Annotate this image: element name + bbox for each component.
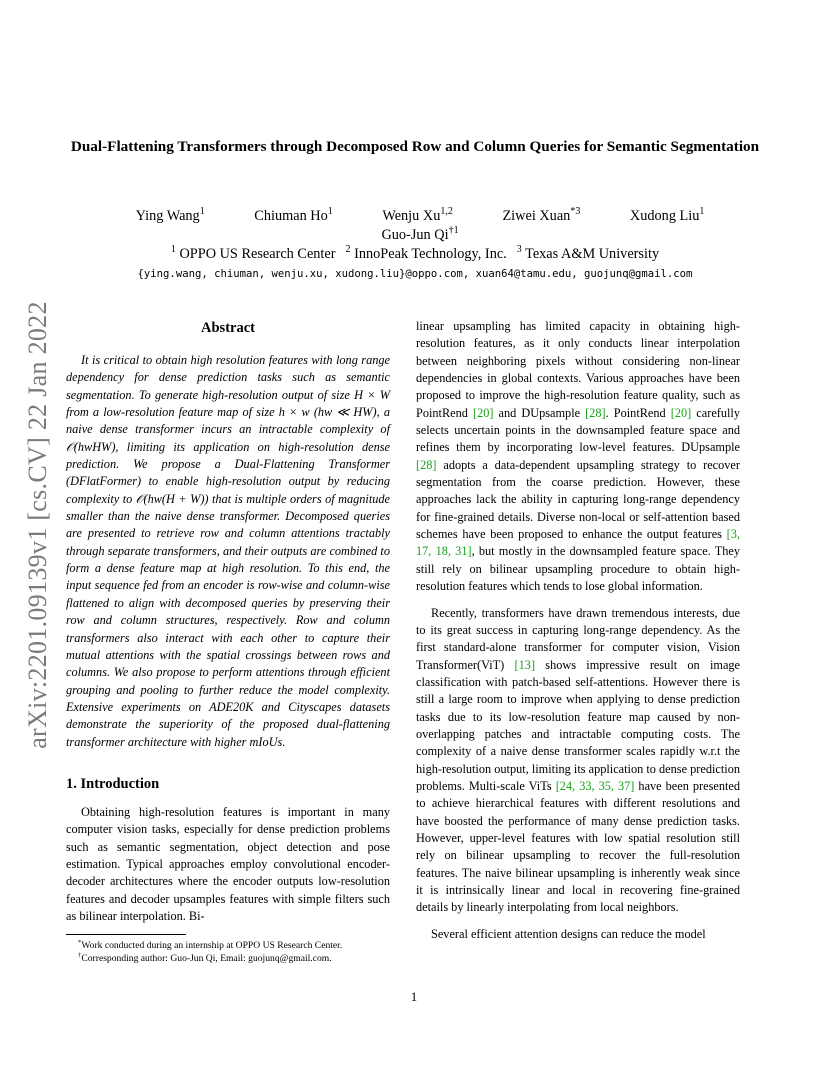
intro-paragraph-3: Recently, transformers have drawn tremendous interests, due to its great success in capturing long-range dependency. As the first standard-alone transformer for computer vision, Vision Transformer(ViT) [13] shows impressive result on image classification with patch-based self-attentions. However there is still a large room to improve when applying to dense prediction tasks due to its low-resolution feature map caused by non-overlapping patches and intractable computing costs. The complexity of a naive dense transformer scales rapidly w.r.t the high-resolution output, limiting its application to dense prediction problems. Multi-scale ViTs [24, 33, 35, 37] have been presented to achieve hierarchical features with different resolutions and have boosted the performance of many dense prediction tasks. However, upper-level features with low spatial resolution still rely on bilinear upsampling to recover the full-resolution features. The naive bilinear upsampling is inherently weak since it is intrinsically linear and local in recovering fine-grained details by linearly interpolating from local neighbors. (416, 605, 741, 915)
intro-paragraph-4: Several efficient attention designs can reduce the model (431, 926, 706, 941)
affiliations (70, 246, 760, 263)
author-name: Ying Wang$^1$ (135, 206, 205, 224)
citation-link[interactable]: [28] (416, 457, 437, 472)
arxiv-identifier (18, 290, 58, 760)
right-column (416, 318, 740, 952)
page-number: 1 (410, 990, 418, 1004)
author-emails: {ying.wang, chiuman, wenju.xu, xudong.liu}@oppo.com, xuan64@tamu.edu, guojunq@gmail.com (137, 268, 693, 280)
citation-link[interactable]: [13] (514, 657, 536, 672)
footnote: †Corresponding author: Guo-Jun Qi, Email: guojunq@gmail.com. (78, 951, 332, 964)
citation-link[interactable]: [3, 17, 18, 31] (416, 527, 740, 559)
citation-link[interactable]: [28] (585, 405, 606, 420)
intro-paragraph-1: Obtaining high-resolution features is important in many computer vision tasks, especially for dense prediction problems such as semantic segmentation, object detection and pose estimation. Typical approaches employ convolutional encoder-decoder architectures where the encoder outputs low-resolution features and decoder upsamples features with simple filters such as bilinear interpolation. Bi- (66, 804, 390, 923)
affiliation: $^3$ Texas A&M University (516, 244, 660, 262)
introduction-heading: 1. Introduction (66, 775, 160, 792)
author-list (80, 207, 760, 245)
footnotes (66, 939, 396, 965)
citation-link[interactable]: [24, 33, 35, 37] (555, 778, 635, 793)
author-name: Guo-Jun Qi$^{\dagger 1}$ (381, 225, 459, 243)
citation-link[interactable]: [20] (472, 405, 494, 420)
intro-paragraph-2: linear upsampling has limited capacity in obtaining high-resolution features, as it only conducts linear interpolation between neighboring pixels without considering non-linear dependencies in global contexts. Various approaches have been proposed to improve the high-resolution feature quality, such as PointRend [20] and DUpsample [28]. PointRend [20] carefully selects uncertain points in the downsampled feature space and refines them by incorporating low-level features. DUpsample [28] adopts a data-dependent upsampling strategy to recover segmentation from the coarse prediction. However, these approaches lack the ability in capturing long-range dependency for fine-grained details. Diverse non-local or self-attention based schemes have been proposed to enhance the output features [3, 17, 18, 31], but mostly in the downsampled feature space. They still rely on bilinear upsampling procedure to obtain high-resolution features which tends to lose global information. (416, 319, 740, 594)
abstract-heading: Abstract (201, 320, 255, 336)
author-name: Chiuman Ho$^1$ (254, 206, 333, 224)
paper-title: Dual-Flattening Transformers through Decomposed Row and Column Queries for Semantic Segmentation (70, 138, 760, 155)
author-name: Xudong Liu$^1$ (629, 206, 705, 224)
left-column (66, 318, 390, 934)
author-name: Wenju Xu$^{1,2}$ (382, 206, 453, 224)
citation-link[interactable]: [20] (670, 405, 692, 420)
footnote: *Work conducted during an internship at OPPO US Research Center. (78, 938, 343, 951)
arxiv-identifier-text: arXiv:2201.09139v1 [cs.CV] 22 Jan 2022 (23, 301, 52, 749)
abstract-text: It is critical to obtain high resolution features with long range dependency for dense prediction tasks such as semantic segmentation. To generate high-resolution output of size H × W from a low-resolution feature map of size h × w (hw ≪ HW), a naive dense transformer incurs an intractable complexity of 𝒪(hwHW), limiting its application on high-resolution dense prediction. We propose a Dual-Flattening Transformer (DFlatFormer) to enable high-resolution output by reducing complexity to 𝒪(hw(H + W)) that is multiple orders of magnitude smaller than the naive dense transformer. Decomposed queries are presented to retrieve row and column attentions tractably through separate transformers, and their outputs are combined to form a dense feature map at high resolution. To this end, the input sequence fed from an encoder is row-wise and column-wise flattened to align with decomposed queries by preserving their row and column structures, respectively. Row and column transformers also interact with each other to capture their mutual attentions with the spatial crossings between rows and columns. We also propose to perform attentions through efficient grouping and pooling to further reduce the model complexity. Extensive experiments on ADE20K and Cityscapes datasets demonstrate the superiority of the proposed dual-flattening transformer architecture with higher mIoUs. (66, 353, 390, 749)
affiliation: $^2$ InnoPeak Technology, Inc. (345, 244, 507, 262)
footnote-rule (66, 934, 186, 935)
author-name: Ziwei Xuan$^{*3}$ (502, 206, 581, 224)
affiliation: $^1$ OPPO US Research Center (170, 244, 336, 262)
